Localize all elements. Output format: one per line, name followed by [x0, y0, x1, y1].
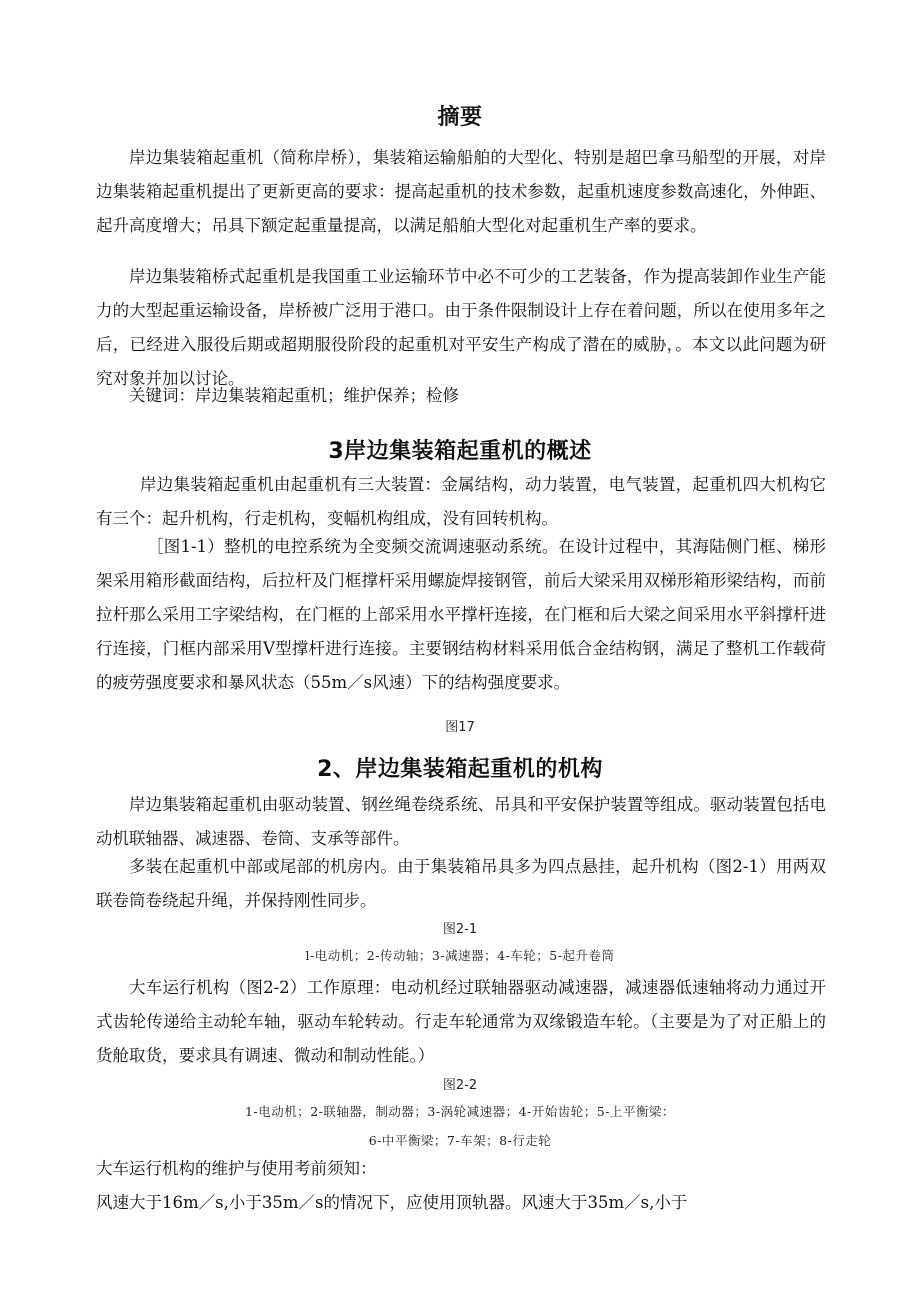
maintenance-notes-line: 大车运行机构的维护与使用考前须知：: [96, 1159, 377, 1178]
section-2-paragraph-2: 多装在起重机中部或尾部的机房内。由于集装箱吊具多为四点悬挂，起升机构（图2-1）用两双联卷筒卷绕起升绳，并保持刚性同步。: [96, 857, 826, 910]
section-2-paragraph-1: 岸边集装箱起重机由驱动装置、钢丝绳卷绕系统、吊具和平安保护装置等组成。驱动装置包括电动机联轴器、减速器、卷筒、支承等部件。: [96, 795, 826, 848]
abstract-paragraph-2: 岸边集装箱桥式起重机是我国重工业运输环节中必不可少的工艺装备，作为提高装卸作业生产能力的大型起重运输设备，岸桥被广泛用于港口。由于条件限制设计上存在着问题，所以在使用多年之后，已经进入服役后期或超期服役阶段的起重机对平安生产构成了潜在的威胁，。本文以此问题为研究对象并加以讨论。: [96, 267, 826, 388]
keywords-line: 关键词：岸边集装箱起重机；维护保养；检修: [129, 386, 459, 405]
figure-2-1-caption: 图2-1: [442, 922, 478, 937]
figure-2-2-legend-line-1: 1-电动机；2-联轴器，制动器；3-涡轮减速器；4-开始齿轮；5-上平衡梁：: [245, 1104, 675, 1119]
figure-2-2-caption: 图2-2: [442, 1078, 478, 1093]
wind-speed-line: 风速大于16m／s,小于35m／s的情况下，应使用顶轨器。风速大于35m／s,小于: [96, 1193, 688, 1212]
section-3-paragraph-1: 岸边集装箱起重机由起重机有三大装置：金属结构，动力装置，电气装置，起重机四大机构它有三个：起升机构，行走机构，变幅机构组成，没有回转机构。: [96, 475, 826, 528]
section-3-title: 3岸边集装箱起重机的概述: [328, 439, 592, 464]
abstract-title: 摘要: [437, 105, 483, 130]
section-2-paragraph-3: 大车运行机构（图2-2）工作原理：电动机经过联轴器驱动减速器，减速器低速轴将动力通过开式齿轮传递给主动轮车轴，驱动车轮转动。行走车轮通常为双缘锻造车轮。（主要是为了对正船上的货舱取货，要求具有调速、微动和制动性能。）: [96, 978, 826, 1065]
figure-2-1-legend: l-电动机；2-传动轴；3-减速器；4-车轮；5-起升卷筒: [305, 948, 615, 963]
section-2-title: 2、岸边集装箱起重机的机构: [317, 757, 603, 782]
abstract-paragraph-1: 岸边集装箱起重机（简称岸桥），集装箱运输船舶的大型化、特别是超巴拿马船型的开展，对岸边集装箱起重机提出了更新更高的要求：提高起重机的技术参数，起重机速度参数高速化，外伸距、起升高度增大；吊具下额定起重量提高，以满足船舶大型化对起重机生产率的要求。: [96, 148, 826, 235]
figure-2-2-legend-line-2: 6-中平衡梁；7-车架；8-行走轮: [368, 1133, 552, 1148]
figure-17-caption: 图17: [445, 720, 475, 735]
section-3-paragraph-2: ［图1-1）整机的电控系统为全变频交流调速驱动系统。在设计过程中，其海陆侧门框、梯形架采用箱形截面结构，后拉杆及门框撑杆采用螺旋焊接钢管，前后大梁采用双梯形箱形梁结构，而前拉杆那么采用工字梁结构，在门框的上部采用水平撑杆连接，在门框和后大梁之间采用水平斜撑杆进行连接，门框内部采用V型撑杆进行连接。主要钢结构材料采用低合金结构钢，满足了整机工作载荷的疲劳强度要求和暴风状态（55m／s风速）下的结构强度要求。: [96, 537, 826, 692]
